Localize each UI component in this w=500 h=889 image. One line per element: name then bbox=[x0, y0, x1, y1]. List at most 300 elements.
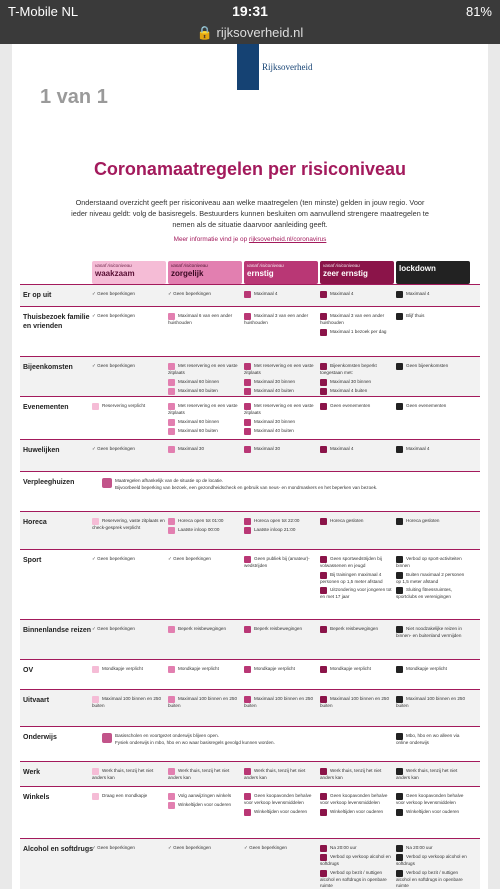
measure-icon bbox=[244, 403, 251, 410]
table-cell bbox=[396, 626, 470, 642]
row-label: Bijeenkomsten bbox=[23, 364, 73, 371]
cell-text: Geen koopavonden behalve voor verkoop levensmiddelen bbox=[320, 793, 388, 805]
cell-text: ✓ Geen beperkingen bbox=[168, 845, 211, 850]
measure-icon bbox=[102, 478, 112, 488]
row-label: Alcohol en softdrugs bbox=[23, 846, 93, 853]
cell-text: Verbod op verkoop alcohol en softdrugs bbox=[320, 854, 391, 866]
measure-icon bbox=[320, 403, 327, 410]
table-cell bbox=[168, 291, 242, 300]
cell-text: Draag een mondkapje bbox=[92, 793, 166, 800]
table-cell bbox=[244, 793, 318, 818]
table-cell bbox=[244, 696, 318, 712]
measure-icon bbox=[168, 403, 175, 410]
cell-text: Maximaal 30 binnen bbox=[244, 379, 318, 386]
measure-icon bbox=[396, 809, 403, 816]
measure-icon bbox=[92, 518, 99, 525]
table-row bbox=[20, 511, 480, 549]
table-cell bbox=[320, 291, 394, 300]
cell-text: Werk thuis, tenzij het niet anders kan bbox=[92, 768, 154, 780]
table-cell bbox=[396, 845, 470, 889]
table-cell bbox=[92, 403, 166, 412]
table-cell bbox=[92, 793, 166, 802]
measure-icon bbox=[320, 363, 327, 370]
table-cell bbox=[168, 626, 242, 635]
measure-icon bbox=[168, 363, 175, 370]
table-cell bbox=[244, 363, 318, 397]
cell-text: Niet noodzakelijke reizen in binnen- en buitenland vermijden bbox=[396, 626, 462, 638]
cell-text: Buiten maximaal 2 personen op 1,5 meter afstand bbox=[396, 571, 465, 584]
cell-text: Maximaal 60 buiten bbox=[168, 388, 242, 395]
table-cell bbox=[168, 793, 242, 811]
table-cell bbox=[244, 518, 318, 536]
table-cell bbox=[320, 666, 394, 675]
row-label: OV bbox=[23, 667, 34, 674]
address-bar[interactable] bbox=[0, 24, 500, 44]
cell-text: Beperk reisbewegingen bbox=[244, 626, 318, 633]
table-cell bbox=[168, 313, 242, 329]
cell-text: Laatste inloop 00:00 bbox=[168, 527, 242, 534]
table-row bbox=[20, 396, 480, 439]
page-number: 1 van 1 bbox=[40, 86, 108, 108]
measure-icon bbox=[320, 845, 327, 852]
row-label: Onderwijs bbox=[23, 734, 57, 741]
row-label: Werk bbox=[23, 769, 40, 776]
table-cell bbox=[168, 363, 242, 397]
cell-text: Basisscholen en voortgezet onderwijs blijven open. bbox=[115, 733, 219, 738]
level-name: waakzaam bbox=[95, 269, 135, 278]
table-cell bbox=[92, 696, 166, 712]
table-cell bbox=[396, 403, 470, 412]
cell-text: Met reservering en een vaste zitplaats bbox=[168, 403, 238, 415]
table-cell bbox=[320, 518, 394, 527]
table-cell bbox=[244, 291, 318, 300]
measure-icon bbox=[244, 363, 251, 370]
cell-text: Geen evenementen bbox=[396, 403, 470, 410]
cell-text: Werk thuis, tenzij het niet anders kan bbox=[320, 768, 382, 780]
cell-text: Geen koopavonden behalve voor verkoop levensmiddelen bbox=[396, 793, 464, 805]
clock: 19:31 bbox=[232, 3, 268, 19]
cell-text: Sluiting fitnessruimtes, sportclubs en verenigingen bbox=[396, 587, 452, 599]
measure-icon bbox=[244, 666, 251, 673]
cell-text: Maximaal 6 van een ander huishouden bbox=[168, 313, 233, 325]
table-row bbox=[20, 439, 480, 471]
measure-icon bbox=[396, 518, 403, 525]
cell-text: Mondkapje verplicht bbox=[396, 666, 470, 673]
measure-icon bbox=[92, 666, 99, 673]
measure-icon bbox=[244, 768, 251, 775]
cell-text: Winkeltijden voor ouderen bbox=[244, 809, 318, 816]
row-label: Huwelijken bbox=[23, 447, 60, 454]
page-title: Coronamaatregelen per risiconiveau bbox=[93, 159, 407, 179]
cell-text: Maximaal 4 bbox=[320, 291, 394, 298]
cell-text: Maximaal 100 binnen en 250 buiten bbox=[320, 696, 389, 708]
measure-icon bbox=[244, 291, 251, 298]
table-cell bbox=[168, 768, 242, 784]
cell-text: Mondkapje verplicht bbox=[320, 666, 394, 673]
level-name: lockdown bbox=[399, 264, 436, 273]
cell-text: Maximaal 60 binnen bbox=[168, 379, 242, 386]
cell-text: Maximaal 100 binnen en 250 buiten bbox=[244, 696, 313, 708]
table-cell bbox=[168, 845, 242, 854]
cell-text: Uitzondering voor jongeren tot en met 17 jaar bbox=[320, 587, 392, 599]
measure-icon bbox=[168, 527, 175, 534]
cell-text: Maximaal 100 binnen en 250 buiten bbox=[92, 696, 161, 708]
cell-text: Geen sportwedstrijden bij volwassenen en jeugd bbox=[320, 556, 382, 568]
status-bar bbox=[0, 0, 500, 24]
table-row bbox=[20, 356, 480, 396]
measure-icon bbox=[320, 587, 327, 594]
measure-icon bbox=[320, 696, 327, 703]
cell-text: ✓ Geen beperkingen bbox=[92, 446, 135, 451]
table-cell bbox=[320, 403, 394, 412]
table-cell bbox=[396, 768, 470, 784]
cell-text: ✓ Geen beperkingen bbox=[92, 363, 135, 368]
measure-icon bbox=[102, 733, 112, 743]
level-prefix: vanaf risiconiveau bbox=[323, 263, 360, 268]
measure-icon bbox=[396, 587, 403, 594]
measure-icon bbox=[168, 428, 175, 435]
cell-text: Blijf thuis bbox=[396, 313, 470, 320]
cell-text: Horeca gesloten bbox=[396, 518, 470, 525]
measure-icon bbox=[168, 379, 175, 386]
table-cell bbox=[244, 768, 318, 784]
table-row bbox=[20, 761, 480, 786]
table-cell bbox=[320, 363, 394, 397]
cell-text: Geen koopavonden behalve voor verkoop levensmiddelen bbox=[244, 793, 312, 805]
cell-text: Bij trainingen maximaal 4 personen op 1,5 meter afstand bbox=[320, 571, 383, 584]
cell-text: Bijeenkomsten beperkt toegestaan met: bbox=[320, 363, 377, 375]
table-cell bbox=[244, 556, 318, 572]
measure-icon bbox=[320, 388, 327, 395]
table-cell bbox=[396, 793, 470, 818]
cell-text: Beperk reisbewegingen bbox=[168, 626, 242, 633]
cell-text: Mondkapje verplicht bbox=[244, 666, 318, 673]
cell-text: Reservering verplicht bbox=[92, 403, 166, 410]
cell-text: Mondkapje verplicht bbox=[168, 666, 242, 673]
cell-text: ✓ Geen beperkingen bbox=[168, 556, 211, 561]
table-cell bbox=[320, 446, 394, 455]
cell-text: Verbod op sport-activiteiten binnen bbox=[396, 556, 462, 568]
cell-text: Mbo, hbo en wo alleen via online onderwijs bbox=[396, 733, 460, 745]
cell-text: ✓ Geen beperkingen bbox=[168, 291, 211, 296]
measure-icon bbox=[320, 666, 327, 673]
table-cell bbox=[320, 696, 394, 712]
cell-text: Geen publiek bij (amateur)-wedstrijden bbox=[244, 556, 310, 568]
measure-icon bbox=[320, 854, 327, 861]
measure-icon bbox=[320, 870, 327, 877]
intro-text: Onderstaand overzicht geeft per risiconiveau aan welke maatregelen (ten minste) gelden in jouw regio. Voor ieder niveau geldt: volg de basisregels. Bestuurders kunnen besluiten om aanvullend strengere maatregelen te nemen als de situatie daarvoor aanleiding geeft. bbox=[71, 198, 429, 229]
level-header-1 bbox=[168, 261, 242, 284]
measure-icon bbox=[320, 793, 327, 800]
cell-text: Mondkapje verplicht bbox=[92, 666, 166, 673]
measure-icon bbox=[320, 572, 327, 579]
measure-icon bbox=[320, 768, 327, 775]
measure-icon bbox=[396, 572, 403, 579]
cell-text: Winkeltijden voor ouderen bbox=[168, 802, 242, 809]
measure-icon bbox=[396, 696, 403, 703]
measure-icon bbox=[396, 854, 403, 861]
row-label: Horeca bbox=[23, 519, 47, 526]
carrier: T-Mobile NL bbox=[8, 4, 79, 19]
measure-icon bbox=[396, 870, 403, 877]
measure-icon bbox=[320, 518, 327, 525]
measure-icon bbox=[168, 802, 175, 809]
table-cell bbox=[320, 313, 394, 338]
measure-icon bbox=[92, 696, 99, 703]
table-cell bbox=[320, 793, 394, 818]
rijksoverheid-logo bbox=[237, 44, 259, 90]
logo-text: Rijksoverheid bbox=[262, 62, 313, 72]
table-row bbox=[20, 284, 480, 306]
table-cell bbox=[244, 666, 318, 675]
more-info bbox=[12, 236, 488, 243]
measure-icon bbox=[244, 527, 251, 534]
cell-text: Maximaal 30 bbox=[168, 446, 242, 453]
row-label: Binnenlandse reizen bbox=[23, 627, 92, 634]
cell-text: Werk thuis, tenzij het niet anders kan bbox=[168, 768, 230, 780]
table-cell bbox=[168, 518, 242, 536]
document-page bbox=[12, 44, 488, 889]
level-header-4 bbox=[396, 261, 470, 284]
measure-icon bbox=[396, 446, 403, 453]
measure-icon bbox=[244, 809, 251, 816]
measure-icon bbox=[92, 793, 99, 800]
table-cell bbox=[320, 845, 394, 889]
table-cell bbox=[92, 768, 166, 784]
level-name: ernstig bbox=[247, 269, 274, 278]
table-cell bbox=[320, 556, 394, 603]
measure-icon bbox=[168, 419, 175, 426]
cell-text: Maximaal 100 binnen en 250 buiten bbox=[396, 696, 465, 708]
row-label: Verpleeghuizen bbox=[23, 479, 75, 486]
cell-text: Laatste inloop 21:00 bbox=[244, 527, 318, 534]
table-cell bbox=[92, 291, 166, 300]
table-cell bbox=[168, 666, 242, 675]
measure-icon bbox=[92, 403, 99, 410]
measure-icon bbox=[244, 313, 251, 320]
measure-icon bbox=[320, 379, 327, 386]
cell-text: ✓ Geen beperkingen bbox=[92, 291, 135, 296]
cell-text: Maximaal 30 bbox=[244, 446, 318, 453]
row-label: Winkels bbox=[23, 794, 50, 801]
measure-icon bbox=[244, 419, 251, 426]
level-header-3 bbox=[320, 261, 394, 284]
cell-text: Na 20:00 uur bbox=[396, 845, 470, 852]
table-cell bbox=[396, 313, 470, 322]
table-row bbox=[20, 471, 480, 511]
measure-icon bbox=[168, 446, 175, 453]
cell-text: Maximaal 100 binnen en 250 buiten bbox=[168, 696, 237, 708]
table-row bbox=[20, 689, 480, 726]
row-label: Evenementen bbox=[23, 404, 69, 411]
measure-icon bbox=[396, 626, 403, 633]
measure-icon bbox=[244, 793, 251, 800]
cell-text: Werk thuis, tenzij het niet anders kan bbox=[244, 768, 306, 780]
wide-cell bbox=[102, 478, 472, 491]
table-row bbox=[20, 619, 480, 659]
measure-icon bbox=[168, 626, 175, 633]
table-cell bbox=[244, 446, 318, 455]
cell-text: ✓ Geen beperkingen bbox=[92, 313, 135, 318]
level-name: zeer ernstig bbox=[323, 269, 368, 278]
cell-text: Met reservering en een vaste zitplaats bbox=[168, 363, 238, 375]
cell-text: Maximaal 60 buiten bbox=[168, 428, 242, 435]
cell-text: Bijvoorbeeld beperking van bezoek, een gezondheidscheck en gebruik van neus- en mondmaskers en het beperken van bezoek. bbox=[115, 484, 378, 490]
cell-text: ✓ Geen beperkingen bbox=[92, 556, 135, 561]
measure-icon bbox=[168, 388, 175, 395]
level-header-2 bbox=[244, 261, 318, 284]
measure-icon bbox=[168, 518, 175, 525]
cell-text: Horeca gesloten bbox=[320, 518, 394, 525]
measure-icon bbox=[320, 556, 327, 563]
cell-text: Geen bijeenkomsten bbox=[396, 363, 470, 370]
cell-text: Maximaal 3 van een ander huishouden bbox=[244, 313, 309, 325]
table-cell bbox=[92, 446, 166, 455]
cell-text: Maximaal 30 binnen bbox=[320, 379, 394, 386]
cell-text: Maximaal 60 binnen bbox=[168, 419, 242, 426]
measure-icon bbox=[168, 313, 175, 320]
measure-icon bbox=[320, 329, 327, 336]
cell-text: Maximaal 30 binnen bbox=[244, 419, 318, 426]
table-cell bbox=[168, 696, 242, 712]
cell-text: Maximaal 40 buiten bbox=[244, 428, 318, 435]
cell-text: Winkeltijden voor ouderen bbox=[396, 809, 470, 816]
measure-icon bbox=[396, 768, 403, 775]
measure-icon bbox=[168, 768, 175, 775]
measure-icon bbox=[168, 696, 175, 703]
cell-text: Werk thuis, tenzij het niet anders kan bbox=[396, 768, 458, 780]
measure-icon bbox=[320, 809, 327, 816]
more-info-link[interactable]: rijksoverheid.nl/coronavirus bbox=[248, 236, 327, 243]
cell-text: Maximaal 4 bbox=[244, 291, 318, 298]
cell-text: Maximaal 1 bezoek per dag bbox=[320, 329, 394, 336]
measure-icon bbox=[396, 291, 403, 298]
cell-text: Na 20:00 uur bbox=[320, 845, 394, 852]
table-cell bbox=[168, 403, 242, 437]
cell-text: ✓ Geen beperkingen bbox=[92, 845, 135, 850]
more-info-prefix: Meer informatie vind je op bbox=[173, 236, 248, 243]
table-cell bbox=[396, 556, 470, 603]
table-cell bbox=[396, 363, 470, 372]
table-cell bbox=[92, 556, 166, 565]
cell-text: Maximaal 4 bbox=[396, 446, 470, 453]
cell-text: Volg aanwijzingen winkels bbox=[168, 793, 242, 800]
measure-icon bbox=[396, 845, 403, 852]
measure-icon bbox=[396, 313, 403, 320]
measure-icon bbox=[92, 768, 99, 775]
cell-text: Maximaal 3 van een ander huishouden bbox=[320, 313, 385, 325]
table-cell bbox=[244, 313, 318, 329]
table-cell bbox=[92, 845, 166, 854]
table-cell bbox=[320, 626, 394, 635]
table-row bbox=[20, 726, 480, 761]
table-cell bbox=[92, 313, 166, 322]
measure-icon bbox=[244, 696, 251, 703]
table-cell bbox=[244, 626, 318, 635]
level-name: zorgelijk bbox=[171, 269, 204, 278]
cell-text: Verbod op verkoop alcohol en softdrugs bbox=[396, 854, 467, 866]
table-cell bbox=[244, 403, 318, 437]
table-cell bbox=[396, 446, 470, 455]
cell-text: Horeca open tot 22:00 bbox=[244, 518, 318, 525]
cell-text: Verbod op bezit / nuttigen alcohol en softdrugs in openbare ruimte bbox=[320, 869, 387, 888]
cell-text: Beperk reisbewegingen bbox=[320, 626, 394, 633]
level-prefix: vanaf risiconiveau bbox=[95, 263, 132, 268]
table-cell bbox=[92, 363, 166, 372]
cell-text: Horeca open tot 01:00 bbox=[168, 518, 242, 525]
cell-text: Met reservering en een vaste zitplaats bbox=[244, 403, 314, 415]
measure-icon bbox=[320, 626, 327, 633]
table-row bbox=[20, 549, 480, 619]
table-cell bbox=[92, 518, 166, 534]
measure-icon bbox=[244, 556, 251, 563]
measure-icon bbox=[396, 363, 403, 370]
measure-icon bbox=[396, 403, 403, 410]
measure-icon bbox=[396, 793, 403, 800]
measure-icon bbox=[244, 428, 251, 435]
cell-text: Maximaal 4 bbox=[396, 291, 470, 298]
measure-icon bbox=[244, 379, 251, 386]
url-text: rijksoverheid.nl bbox=[216, 25, 304, 40]
cell-text: Fysiek onderwijs in mbo, hbo en wo waar basisregels gevolgd kunnen worden. bbox=[115, 739, 275, 745]
measure-icon bbox=[320, 313, 327, 320]
cell-text: ✓ Geen beperkingen bbox=[244, 845, 287, 850]
measure-icon bbox=[396, 666, 403, 673]
measure-icon bbox=[320, 291, 327, 298]
lock-icon: 🔒 bbox=[196, 25, 217, 40]
table-cell bbox=[92, 626, 166, 635]
table-row bbox=[20, 306, 480, 356]
measure-icon bbox=[320, 446, 327, 453]
measure-icon bbox=[244, 388, 251, 395]
table-cell bbox=[244, 845, 318, 854]
level-prefix: vanaf risiconiveau bbox=[171, 263, 208, 268]
cell-text: Maximaal 40 buiten bbox=[244, 388, 318, 395]
row-label: Er op uit bbox=[23, 292, 52, 299]
level-header-0 bbox=[92, 261, 166, 284]
measure-icon bbox=[244, 626, 251, 633]
table-cell bbox=[396, 666, 470, 675]
measure-icon bbox=[168, 793, 175, 800]
cell-text: Reservering, vaste zitplaats en check-gesprek verplicht bbox=[92, 518, 165, 530]
cell-text: Maximaal 4 bbox=[320, 446, 394, 453]
cell-text: Maatregelen afhankelijk van de situatie op de locatie. bbox=[115, 478, 224, 483]
table-cell bbox=[320, 768, 394, 784]
table-cell bbox=[168, 446, 242, 455]
measure-icon bbox=[244, 446, 251, 453]
measure-icon bbox=[244, 518, 251, 525]
table-cell bbox=[396, 291, 470, 300]
cell-text: Maximaal 4 buiten bbox=[320, 388, 394, 395]
level-prefix: vanaf risiconiveau bbox=[247, 263, 284, 268]
table-row bbox=[20, 838, 480, 889]
table-row bbox=[20, 786, 480, 838]
table-cell bbox=[168, 556, 242, 565]
table-row bbox=[20, 659, 480, 689]
wide-cell bbox=[102, 733, 392, 746]
table-cell bbox=[396, 518, 470, 527]
cell-text: ✓ Geen beperkingen bbox=[92, 626, 135, 631]
measure-icon bbox=[168, 666, 175, 673]
measure-icon bbox=[396, 556, 403, 563]
row-label: Sport bbox=[23, 557, 42, 564]
row-label: Thuisbezoek familie en vrienden bbox=[23, 314, 90, 330]
table-cell bbox=[396, 696, 470, 712]
table-cell bbox=[396, 733, 466, 749]
cell-text: Met reservering en een vaste zitplaats bbox=[244, 363, 314, 375]
cell-text: Geen evenementen bbox=[320, 403, 394, 410]
table-cell bbox=[92, 666, 166, 675]
